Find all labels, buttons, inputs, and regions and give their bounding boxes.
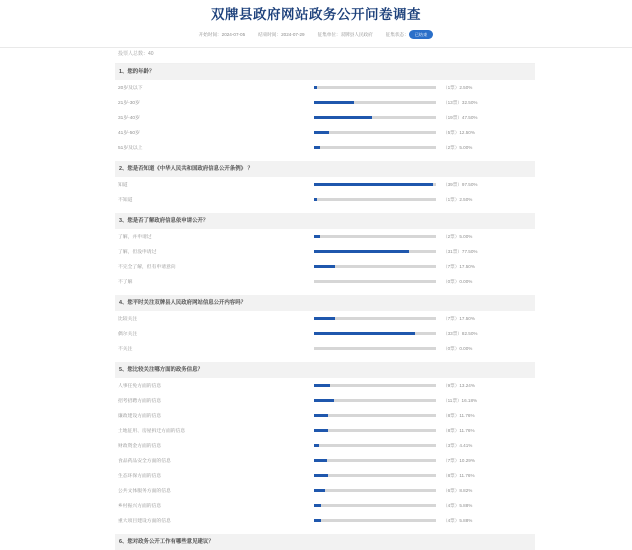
option-bar-track — [314, 444, 436, 448]
option-bar-fill — [314, 250, 409, 254]
option-value: （19票）47.50% — [443, 114, 478, 120]
option-value: （11票）16.18% — [443, 397, 478, 403]
option-bar-fill — [314, 235, 320, 239]
option-bar-track — [314, 429, 436, 433]
option-bar-fill — [314, 198, 317, 202]
question-title: 1、您的年龄？ — [115, 64, 535, 80]
option-bar-track — [314, 280, 436, 284]
option-bar-track — [314, 146, 436, 150]
option-value: （0票）0.00% — [443, 345, 473, 351]
option-bar-fill — [314, 116, 372, 120]
option-bar-track — [314, 86, 436, 90]
option-row — [115, 244, 535, 259]
option-label: 不完全了解，但有申请意向 — [118, 265, 176, 270]
option-value: （6票）8.82% — [443, 487, 473, 493]
option-value: （31票）77.50% — [443, 248, 478, 254]
option-bar-track — [314, 265, 436, 269]
option-row — [115, 192, 535, 207]
option-bar-track — [314, 116, 436, 120]
option-bar-fill — [314, 265, 335, 269]
option-bar-fill — [314, 519, 321, 523]
option-bar-track — [314, 459, 436, 463]
meta-status — [386, 30, 434, 39]
option-label: 土地征用、房屋拆迁方面的信息 — [118, 429, 186, 434]
option-bar-fill — [314, 399, 334, 403]
option-row — [115, 229, 535, 244]
option-value: （1票）2.50% — [443, 84, 473, 90]
question-title: 5、您比较关注哪方面的政务信息？ — [115, 362, 535, 378]
question-block — [115, 295, 535, 362]
option-bar-track — [314, 519, 436, 523]
question-block — [115, 362, 535, 534]
option-bar-track — [314, 489, 436, 493]
question-block — [115, 534, 535, 550]
option-label: 财政资金方面的信息 — [118, 444, 162, 449]
option-row — [115, 513, 535, 528]
option-bar-track — [314, 198, 436, 202]
option-label: 41岁-50岁 — [118, 131, 140, 136]
option-label: 不知道 — [118, 198, 133, 203]
option-row — [115, 311, 535, 326]
option-label: 31岁-40岁 — [118, 116, 140, 121]
meta-start-time: 开始时间：2024-07-05 — [198, 31, 246, 37]
option-label: 了解，并申请过 — [118, 235, 152, 240]
option-bar-track — [314, 131, 436, 135]
option-bar-track — [314, 347, 436, 351]
question-block — [115, 64, 535, 161]
option-row — [115, 453, 535, 468]
option-label: 廉政建设方面的信息 — [118, 414, 162, 419]
option-bar-fill — [314, 146, 320, 150]
option-bar-track — [314, 235, 436, 239]
option-row — [115, 378, 535, 393]
option-label: 食品药品安全方面的信息 — [118, 459, 171, 464]
question-title: 4、您平时关注双牌县人民政府网站信息公开内容吗？ — [115, 295, 535, 311]
option-row — [115, 498, 535, 513]
option-row — [115, 408, 535, 423]
option-bar-fill — [314, 101, 354, 105]
option-row — [115, 438, 535, 453]
option-row — [115, 110, 535, 125]
option-row — [115, 341, 535, 356]
option-value: （4票）5.88% — [443, 502, 473, 508]
option-label: 了解，但没申请过 — [118, 250, 157, 255]
option-bar-track — [314, 414, 436, 418]
question-title: 2、您是否知道《中华人民共和国政府信息公开条例》 ？ — [115, 161, 535, 177]
option-row — [115, 125, 535, 140]
option-bar-fill — [314, 474, 328, 478]
option-label: 21岁-30岁 — [118, 101, 140, 106]
option-value: （1票）2.50% — [443, 196, 473, 202]
option-row — [115, 177, 535, 192]
option-bar-track — [314, 183, 436, 187]
option-value: （4票）5.88% — [443, 517, 473, 523]
option-value: （13票）32.50% — [443, 99, 478, 105]
option-value: （7票）17.50% — [443, 263, 475, 269]
option-bar-fill — [314, 459, 327, 463]
option-bar-fill — [314, 384, 330, 388]
option-label: 乡村振兴方面的信息 — [118, 504, 162, 509]
option-bar-track — [314, 399, 436, 403]
option-value: （33票）82.50% — [443, 330, 478, 336]
option-row — [115, 423, 535, 438]
option-bar-fill — [314, 444, 319, 448]
page-title: 双牌县政府网站政务公开问卷调查 — [211, 7, 421, 22]
survey-meta-row — [0, 30, 632, 39]
meta-end-time: 结束时间：2024-07-29 — [258, 31, 305, 37]
total-votes: 投票人总数：40 — [115, 46, 535, 64]
option-bar-fill — [314, 183, 433, 187]
option-bar-fill — [314, 86, 317, 90]
option-label: 人事任免方面的信息 — [118, 384, 162, 389]
option-value: （9票）13.24% — [443, 382, 475, 388]
option-bar-fill — [314, 504, 321, 508]
option-label: 比较关注 — [118, 317, 138, 322]
option-bar-track — [314, 384, 436, 388]
option-bar-fill — [314, 332, 415, 336]
question-title: 6、您对政务公开工作有哪些意见建议？ — [115, 534, 535, 550]
option-bar-fill — [314, 317, 335, 321]
option-bar-fill — [314, 131, 329, 135]
option-label: 20岁及以下 — [118, 86, 143, 91]
option-row — [115, 259, 535, 274]
survey-content — [115, 46, 535, 550]
option-bar-track — [314, 474, 436, 478]
option-row — [115, 80, 535, 95]
option-label: 重大项目建设方面的信息 — [118, 519, 171, 524]
option-row — [115, 468, 535, 483]
option-bar-track — [314, 332, 436, 336]
option-bar-fill — [314, 489, 325, 493]
option-bar-fill — [314, 414, 328, 418]
option-value: （2票）5.00% — [443, 144, 473, 150]
option-bar-track — [314, 101, 436, 105]
question-block — [115, 161, 535, 213]
option-value: （5票）12.50% — [443, 129, 475, 135]
meta-status-label: 征集状态： — [385, 32, 409, 37]
option-value: （8票）11.76% — [443, 427, 475, 433]
option-label: 不关注 — [118, 347, 133, 352]
meta-organizer: 征集单位：双牌县人民政府 — [317, 31, 373, 37]
option-value: （8票）11.76% — [443, 472, 475, 478]
option-row — [115, 95, 535, 110]
option-value: （8票）11.76% — [443, 412, 475, 418]
option-label: 不了解 — [118, 280, 133, 285]
option-label: 偶尔关注 — [118, 332, 138, 337]
question-title: 3、您是否了解政府信息依申请公开？ — [115, 213, 535, 229]
option-bar-track — [314, 504, 436, 508]
question-block — [115, 213, 535, 295]
option-value: （0票）0.00% — [443, 278, 473, 284]
option-row — [115, 326, 535, 341]
option-bar-track — [314, 250, 436, 254]
option-row — [115, 140, 535, 155]
option-label: 招考招聘方面的信息 — [118, 399, 162, 404]
option-value: （7票）17.50% — [443, 315, 475, 321]
option-row — [115, 274, 535, 289]
option-label: 51岁及以上 — [118, 146, 143, 151]
option-bar-fill — [314, 429, 328, 433]
option-value: （7票）10.29% — [443, 457, 475, 463]
status-badge: 已结束 — [409, 30, 434, 39]
option-bar-track — [314, 317, 436, 321]
option-label: 生态环保方面的信息 — [118, 474, 162, 479]
option-value: （3票）4.41% — [443, 442, 473, 448]
option-value: （39票）97.50% — [443, 181, 478, 187]
question-list — [115, 64, 535, 550]
option-label: 公共文体服务方面的信息 — [118, 489, 171, 494]
option-row — [115, 483, 535, 498]
option-row — [115, 393, 535, 408]
option-value: （2票）5.00% — [443, 233, 473, 239]
option-label: 知道 — [118, 183, 128, 188]
